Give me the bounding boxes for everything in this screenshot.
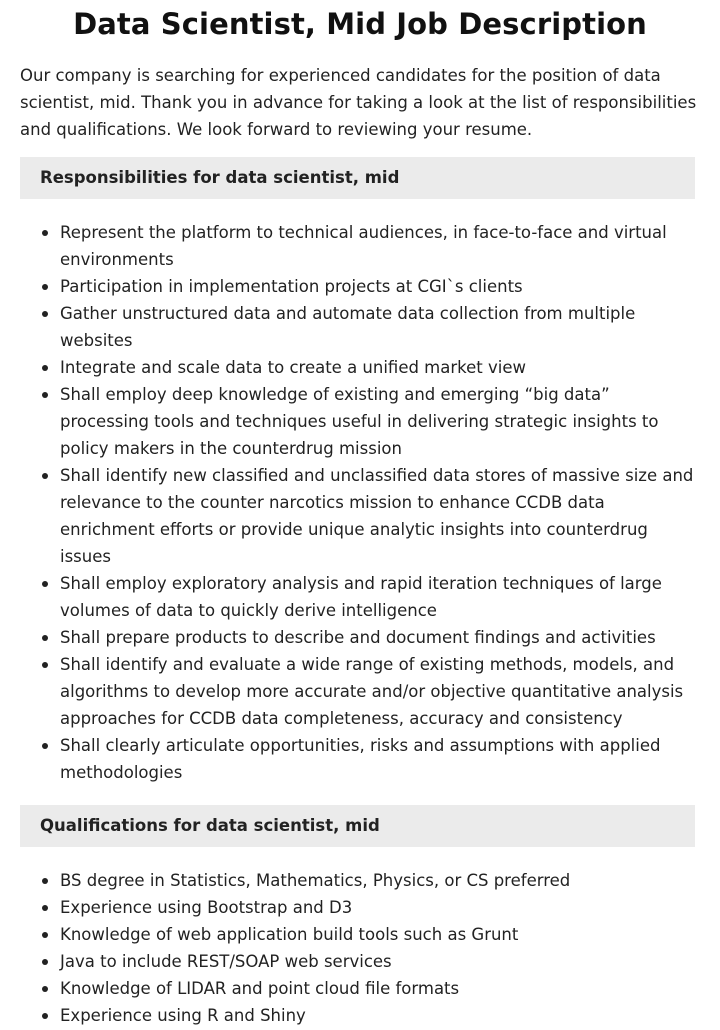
list-item: Knowledge of web application build tools such as Grunt xyxy=(60,921,700,948)
list-item: Knowledge of LIDAR and point cloud file formats xyxy=(60,975,700,1002)
qualifications-list xyxy=(20,867,700,1029)
qualifications-heading: Qualifications for data scientist, mid xyxy=(20,805,695,847)
list-item: Shall identify new classified and unclassified data stores of massive size and relevance to the counter narcotics mission to enhance CCDB data enrichment efforts or provide unique analytic insights into counterdrug issues xyxy=(60,462,700,570)
list-item: Shall prepare products to describe and document findings and activities xyxy=(60,624,700,651)
responsibilities-heading: Responsibilities for data scientist, mid xyxy=(20,157,695,199)
list-item: Shall clearly articulate opportunities, risks and assumptions with applied methodologies xyxy=(60,732,700,786)
list-item: Gather unstructured data and automate data collection from multiple websites xyxy=(60,300,700,354)
list-item: Experience using R and Shiny xyxy=(60,1002,700,1029)
list-item: Shall identify and evaluate a wide range of existing methods, models, and algorithms to develop more accurate and/or objective quantitative analysis approaches for CCDB data completeness, accuracy and consistency xyxy=(60,651,700,732)
list-item: Shall employ exploratory analysis and rapid iteration techniques of large volumes of data to quickly derive intelligence xyxy=(60,570,700,624)
page-title: Data Scientist, Mid Job Description xyxy=(73,7,647,41)
list-item: Java to include REST/SOAP web services xyxy=(60,948,700,975)
list-item: Represent the platform to technical audiences, in face-to-face and virtual environments xyxy=(60,219,700,273)
list-item: Integrate and scale data to create a unified market view xyxy=(60,354,700,381)
list-item: Participation in implementation projects at CGI`s clients xyxy=(60,273,700,300)
list-item: Experience using Bootstrap and D3 xyxy=(60,894,700,921)
list-item: Shall employ deep knowledge of existing and emerging “big data” processing tools and techniques useful in delivering strategic insights to policy makers in the counterdrug mission xyxy=(60,381,700,462)
responsibilities-list xyxy=(20,219,700,786)
intro-paragraph: Our company is searching for experienced candidates for the position of data scientist, mid. Thank you in advance for taking a look at the list of responsibilities and qualifications. We look forward to reviewing your resume. xyxy=(20,66,697,139)
list-item: BS degree in Statistics, Mathematics, Physics, or CS preferred xyxy=(60,867,700,894)
